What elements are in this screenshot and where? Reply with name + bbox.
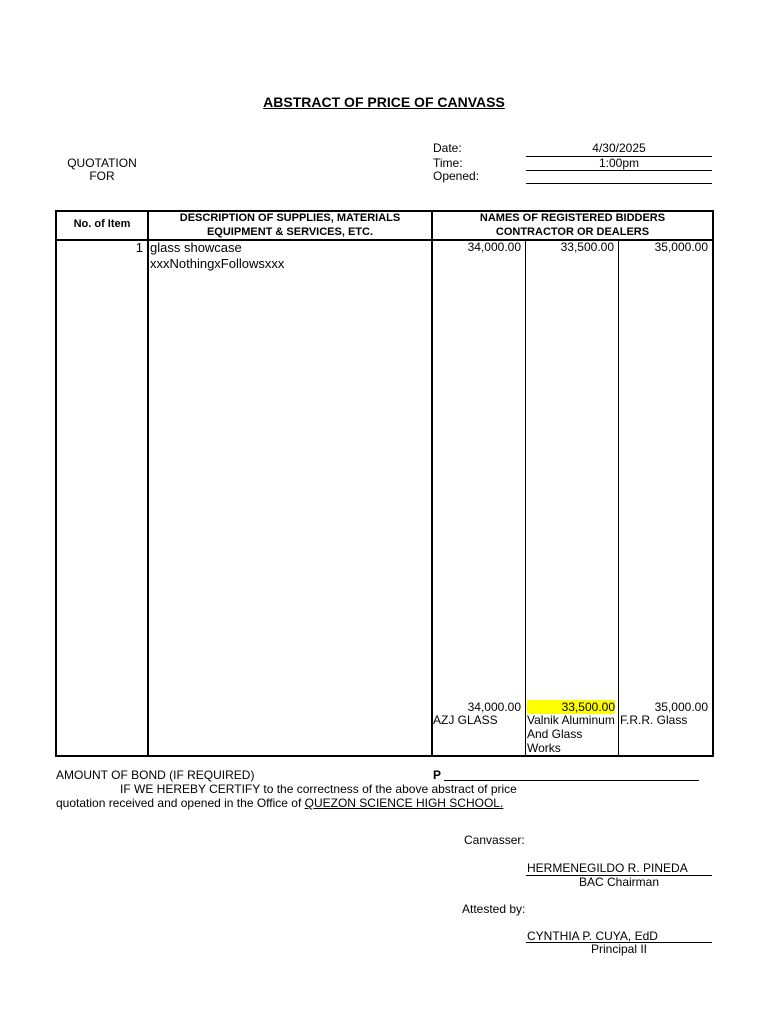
total-bidder1: 34,000.00 (467, 700, 521, 714)
item-description: glass showcase (150, 240, 242, 255)
bond-prefix: P (433, 768, 442, 782)
certify-line1: IF WE HEREBY CERTIFY to the correctness of the above abstract of price (120, 782, 517, 796)
col-header-desc-line2: EQUIPMENT & SERVICES, ETC. (206, 226, 374, 238)
attested-label: Attested by: (462, 902, 526, 916)
table-right-border (712, 210, 714, 757)
attested-title: Principal II (590, 942, 648, 956)
opened-underline (526, 183, 712, 184)
item-number: 1 (135, 240, 143, 255)
bidder1-name: AZJ GLASS (433, 713, 498, 727)
time-value: 1:00pm (598, 156, 640, 170)
col-header-bidders-line1: NAMES OF REGISTERED BIDDERS (479, 212, 666, 224)
price-bidder2: 33,500.00 (560, 240, 614, 254)
bond-underline (444, 780, 699, 781)
quotation-for-label: FOR (89, 169, 115, 183)
col-divider-desc (431, 210, 433, 757)
table-left-border (55, 210, 57, 757)
col-header-bidders-line2: CONTRACTOR OR DEALERS (495, 226, 650, 238)
bidder2-name-line3: Works (527, 741, 561, 755)
page-title: ABSTRACT OF PRICE OF CANVASS (263, 94, 505, 110)
nothing-follows-note: xxxNothingxFollowsxxx (150, 256, 285, 271)
attested-name: CYNTHIA P. CUYA, EdD (527, 929, 658, 943)
opened-label: Opened: (433, 169, 480, 183)
col-divider-item (147, 210, 149, 757)
bidder2-name-line1: Valnik Aluminum (527, 713, 615, 727)
bidder3-name: F.R.R. Glass (620, 713, 688, 727)
canvasser-title: BAC Chairman (578, 875, 660, 889)
total-bidder3: 35,000.00 (654, 700, 708, 714)
col-header-desc-line1: DESCRIPTION OF SUPPLIES, MATERIALS (179, 212, 401, 224)
quotation-label: QUOTATION (67, 156, 137, 170)
bidder2-name-line2: And Glass (527, 727, 583, 741)
canvasser-name: HERMENEGILDO R. PINEDA (527, 861, 688, 875)
office-name: QUEZON SCIENCE HIGH SCHOOL. (304, 796, 504, 810)
time-label: Time: (433, 156, 463, 170)
date-label: Date: (433, 141, 462, 155)
col-divider-bidder2 (618, 240, 619, 757)
total-bidder2-lowest: 33,500.00 (527, 700, 615, 714)
certify-line2-text: quotation received and opened in the Office of (56, 796, 305, 810)
price-bidder3: 35,000.00 (654, 240, 708, 254)
date-value: 4/30/2025 (592, 141, 646, 155)
col-divider-bidder1 (525, 240, 526, 757)
time-underline (526, 170, 712, 171)
bond-label: AMOUNT OF BOND (IF REQUIRED) (56, 768, 255, 782)
price-bidder1: 34,000.00 (467, 240, 521, 254)
col-header-item: No. of Item (73, 218, 131, 230)
table-bottom-border (55, 755, 714, 757)
certify-line2 (56, 796, 503, 810)
canvasser-label: Canvasser: (464, 833, 525, 847)
